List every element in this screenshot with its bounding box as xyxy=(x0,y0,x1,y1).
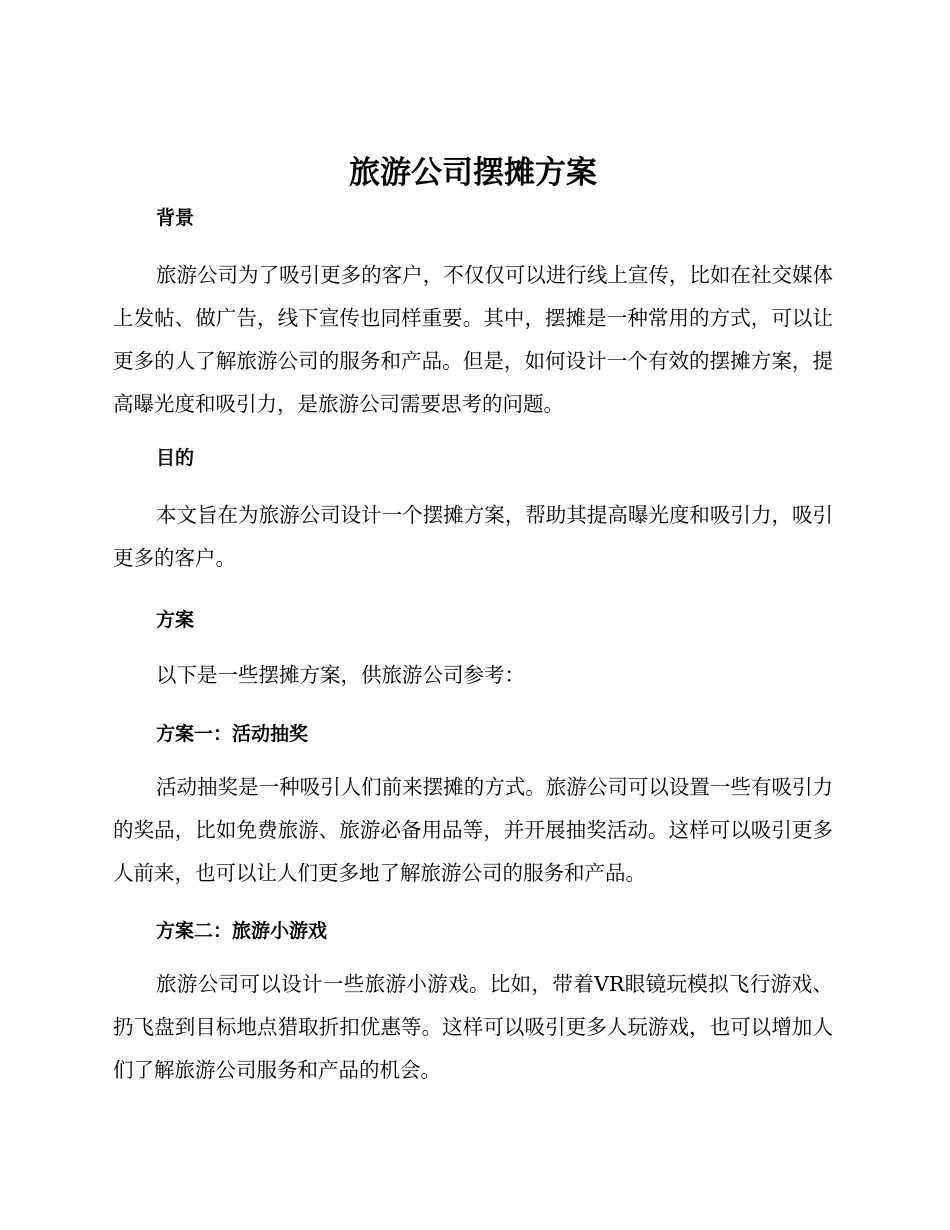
section-paragraph-purpose: 本文旨在为旅游公司设计一个摆摊方案，帮助其提高曝光度和吸引力，吸引更多的客户。 xyxy=(113,503,833,570)
section-paragraph-background: 旅游公司为了吸引更多的客户，不仅仅可以进行线上宣传，比如在社交媒体上发帖、做广告，线下宣传也同样重要。其中，摆摊是一种常用的方式，可以让更多的人了解旅游公司的服务和产品。但是，如何设计一个有效的摆摊方案，提高曝光度和吸引力，是旅游公司需要思考的问题。 xyxy=(113,263,833,416)
section-heading-purpose: 目的 xyxy=(156,447,195,469)
section-heading-plan-two: 方案二：旅游小游戏 xyxy=(156,920,328,942)
section-paragraph-plan-two: 旅游公司可以设计一些旅游小游戏。比如，带着VR眼镜玩模拟飞行游戏、扔飞盘到目标地点猎取折扣优惠等。这样可以吸引更多人玩游戏，也可以增加人们了解旅游公司服务和产品的机会。 xyxy=(113,972,833,1082)
section-heading-background: 背景 xyxy=(156,207,195,229)
section-heading-plan-one: 方案一：活动抽奖 xyxy=(156,723,309,745)
document-body xyxy=(113,148,833,1092)
section-paragraph-plan-one: 活动抽奖是一种吸引人们前来摆摊的方式。旅游公司可以设置一些有吸引力的奖品，比如免费旅游、旅游必备用品等，并开展抽奖活动。这样可以吸引更多人前来，也可以让人们更多地了解旅游公司的服务和产品。 xyxy=(113,775,833,885)
section-heading-plan: 方案 xyxy=(156,609,195,631)
document-title: 旅游公司摆摊方案 xyxy=(349,155,597,191)
section-paragraph-plan: 以下是一些摆摊方案，供旅游公司参考： xyxy=(156,663,525,687)
